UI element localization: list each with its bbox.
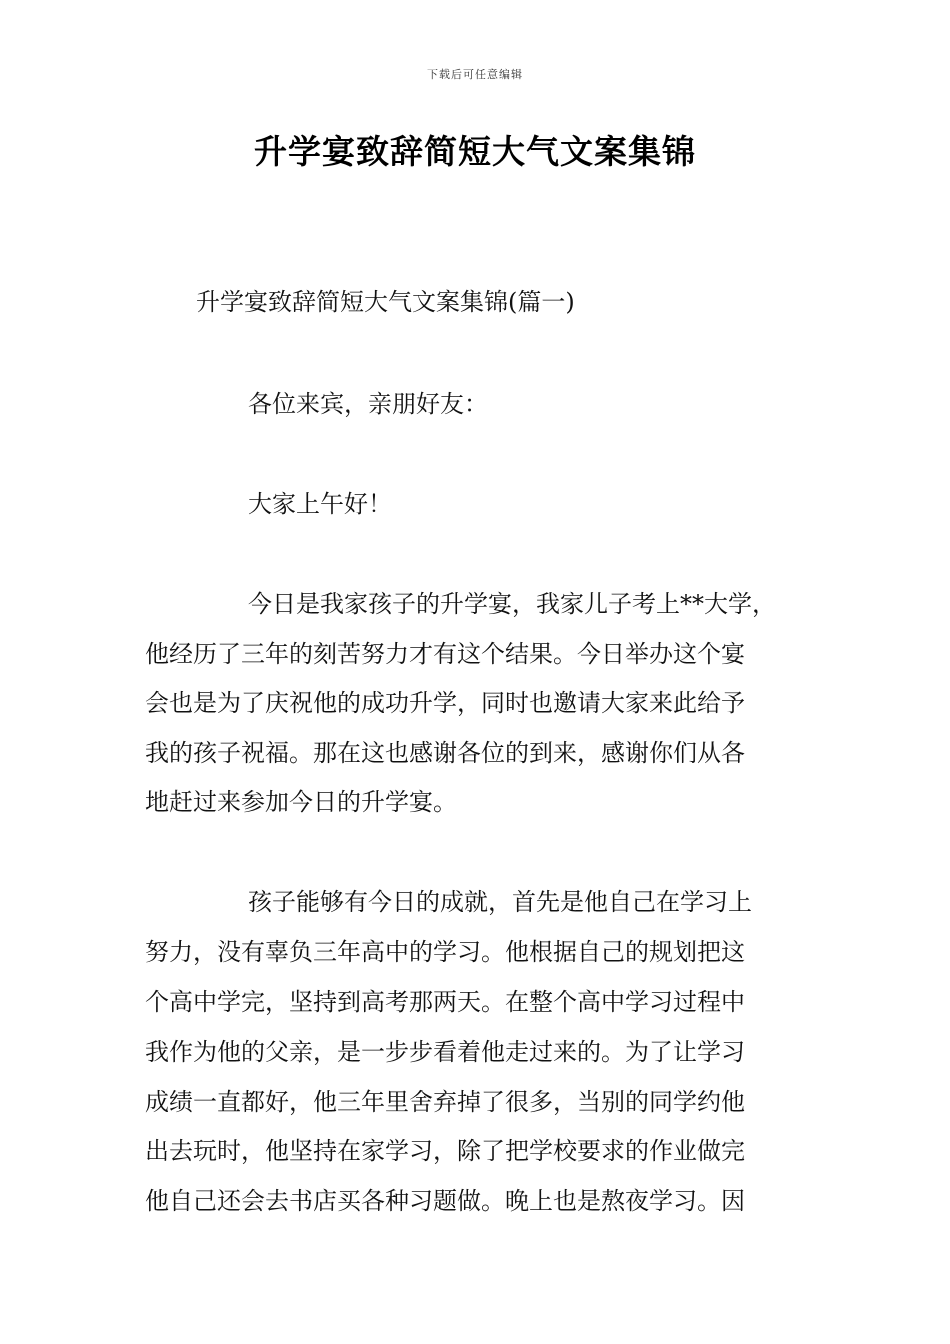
paragraph-line: 个高中学完，坚持到高考那两天。在整个高中学习过程中 (145, 988, 745, 1016)
paragraph-line: 我的孩子祝福。那在这也感谢各位的到来，感谢你们从各 (145, 739, 745, 767)
paragraph-line: 孩子能够有今日的成就，首先是他自己在学习上 (248, 888, 752, 916)
greeting-line: 各位来宾，亲朋好友： (248, 390, 488, 418)
section-heading: 升学宴致辞简短大气文案集锦(篇一) (196, 288, 575, 316)
paragraph-line: 会也是为了庆祝他的成功升学，同时也邀请大家来此给予 (145, 689, 745, 717)
paragraph-line: 成绩一直都好，他三年里舍弃掉了很多，当别的同学约他 (145, 1088, 745, 1116)
paragraph-line: 他经历了三年的刻苦努力才有这个结果。今日举办这个宴 (145, 640, 745, 668)
paragraph-line: 出去玩时，他坚持在家学习，除了把学校要求的作业做完 (145, 1137, 745, 1165)
salutation-line: 大家上午好！ (248, 490, 392, 518)
paragraph-line: 地赶过来参加今日的升学宴。 (145, 788, 457, 816)
header-note: 下载后可任意编辑 (427, 68, 523, 81)
paragraph-line: 努力，没有辜负三年高中的学习。他根据自己的规划把这 (145, 938, 745, 966)
document-title: 升学宴致辞简短大气文案集锦 (254, 132, 696, 171)
paragraph-line: 今日是我家孩子的升学宴，我家儿子考上**大学， (248, 590, 776, 618)
paragraph-line: 他自己还会去书店买各种习题做。晚上也是熬夜学习。因 (145, 1187, 745, 1215)
paragraph-line: 我作为他的父亲，是一步步看着他走过来的。为了让学习 (145, 1038, 745, 1066)
